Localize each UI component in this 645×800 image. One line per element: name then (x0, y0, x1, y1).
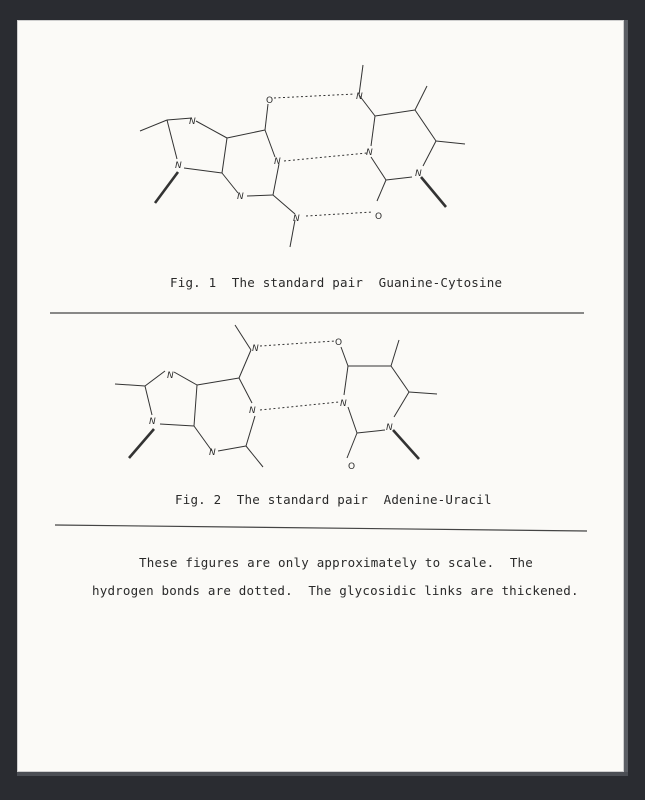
atom-label: O (348, 462, 356, 472)
glycosidic-link-2 (421, 177, 446, 207)
separator-line-2 (55, 525, 587, 531)
atom-label: N (249, 406, 256, 416)
atom-label: O (335, 338, 343, 348)
note-line-1: These figures are only approximately to scale. The (139, 555, 534, 570)
glycosidic-link-1 (155, 172, 178, 203)
atom-label: N (386, 423, 393, 433)
hydrogen-bonds-fig1 (274, 94, 373, 216)
figure-drawings (17, 20, 624, 772)
hydrogen-bonds-fig2 (260, 341, 339, 410)
atom-label: N (293, 214, 300, 224)
guanine-structure (140, 104, 295, 247)
atom-label: N (167, 371, 174, 381)
uracil-structure (341, 340, 437, 458)
figure2-caption: Fig. 2 The standard pair Adenine-Uracil (175, 492, 492, 507)
note-line-2: hydrogen bonds are dotted. The glycosidic links are thickened. (92, 583, 579, 598)
atom-label: N (252, 344, 259, 354)
atom-label: N (209, 448, 216, 458)
atom-label: O (266, 96, 274, 106)
adenine-structure (115, 325, 263, 467)
atom-label: N (366, 148, 373, 158)
atom-label: O (375, 212, 383, 222)
cytosine-structure (359, 65, 465, 201)
atom-label: N (189, 117, 196, 127)
glycosidic-link-3 (129, 429, 154, 458)
atom-label: N (340, 399, 347, 409)
atom-label: N (149, 417, 156, 427)
paper-sheet (17, 20, 624, 772)
atom-label: N (175, 161, 182, 171)
figure1-caption: Fig. 1 The standard pair Guanine-Cytosine (170, 275, 503, 290)
atom-label: N (415, 169, 422, 179)
glycosidic-link-4 (393, 430, 419, 459)
atom-label: N (237, 192, 244, 202)
page-edge-bottom (17, 772, 628, 776)
atom-label: N (356, 92, 363, 102)
figure1-atom-labels (175, 92, 422, 224)
figure2-atom-labels (149, 338, 393, 472)
atom-label: N (274, 157, 281, 167)
page-edge-right (624, 20, 628, 772)
